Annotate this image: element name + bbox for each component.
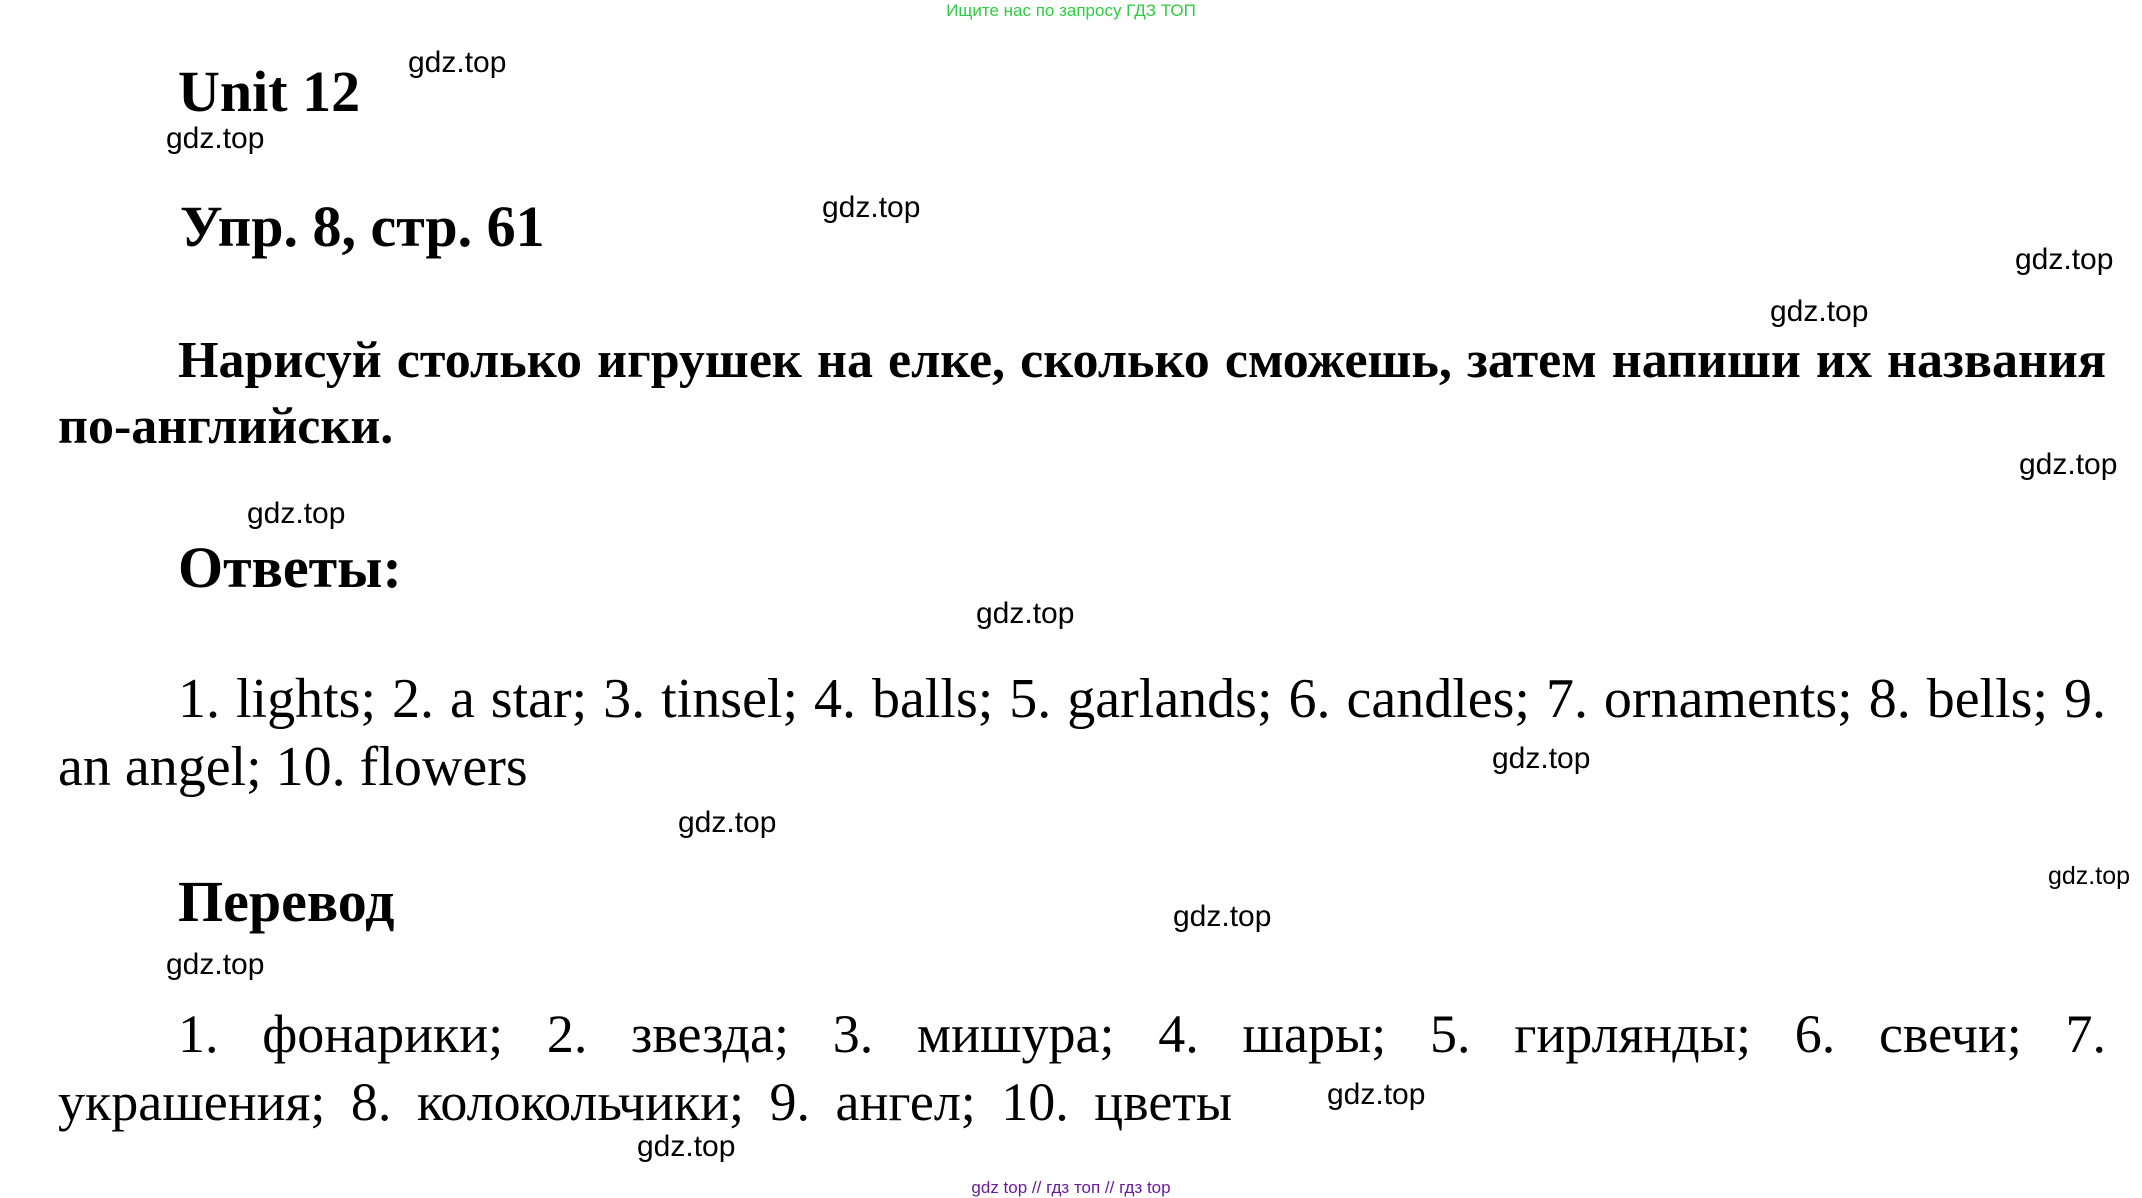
watermark: gdz.top xyxy=(247,497,346,530)
task-text: Нарисуй столько игрушек на елке, сколько сможешь, затем напиши их названия по-английски. xyxy=(58,332,2106,455)
watermark: gdz.top xyxy=(637,1130,736,1163)
watermark: gdz.top xyxy=(2015,243,2114,276)
footer-watermark: gdz top // гдз топ // гдз top xyxy=(971,1178,1171,1197)
watermark: gdz.top xyxy=(1327,1078,1426,1111)
watermark: gdz.top xyxy=(822,191,921,224)
watermark: gdz.top xyxy=(166,948,265,981)
unit-title: Unit 12 xyxy=(178,59,361,124)
watermark: gdz.top xyxy=(678,806,777,839)
translation-text: 1. фонарики; 2. звезда; 3. мишура; 4. шары; 5. гирлянды; 6. свечи; 7. украшения; 8. колокольчики; 9. ангел; 10. цветы xyxy=(58,1004,2106,1132)
watermark: gdz.top xyxy=(408,46,507,79)
watermark: gdz.top xyxy=(2019,448,2118,481)
watermark: gdz.top xyxy=(1173,900,1272,933)
watermark: gdz.top xyxy=(1770,295,1869,328)
watermark: gdz.top xyxy=(1492,742,1591,775)
top-banner: Ищите нас по запросу ГДЗ ТОП xyxy=(946,1,1196,20)
answers-title: Ответы: xyxy=(178,535,402,600)
watermark: gdz.top xyxy=(2048,862,2131,890)
watermark: gdz.top xyxy=(166,122,265,155)
answers-text: 1. lights; 2. a star; 3. tinsel; 4. balls; 5. garlands; 6. candles; 7. ornaments; 8. bells; 9. an angel; 10. flowers xyxy=(58,668,2106,798)
exercise-title: Упр. 8, стр. 61 xyxy=(180,194,545,259)
watermark: gdz.top xyxy=(976,597,1075,630)
translation-title: Перевод xyxy=(178,869,395,934)
